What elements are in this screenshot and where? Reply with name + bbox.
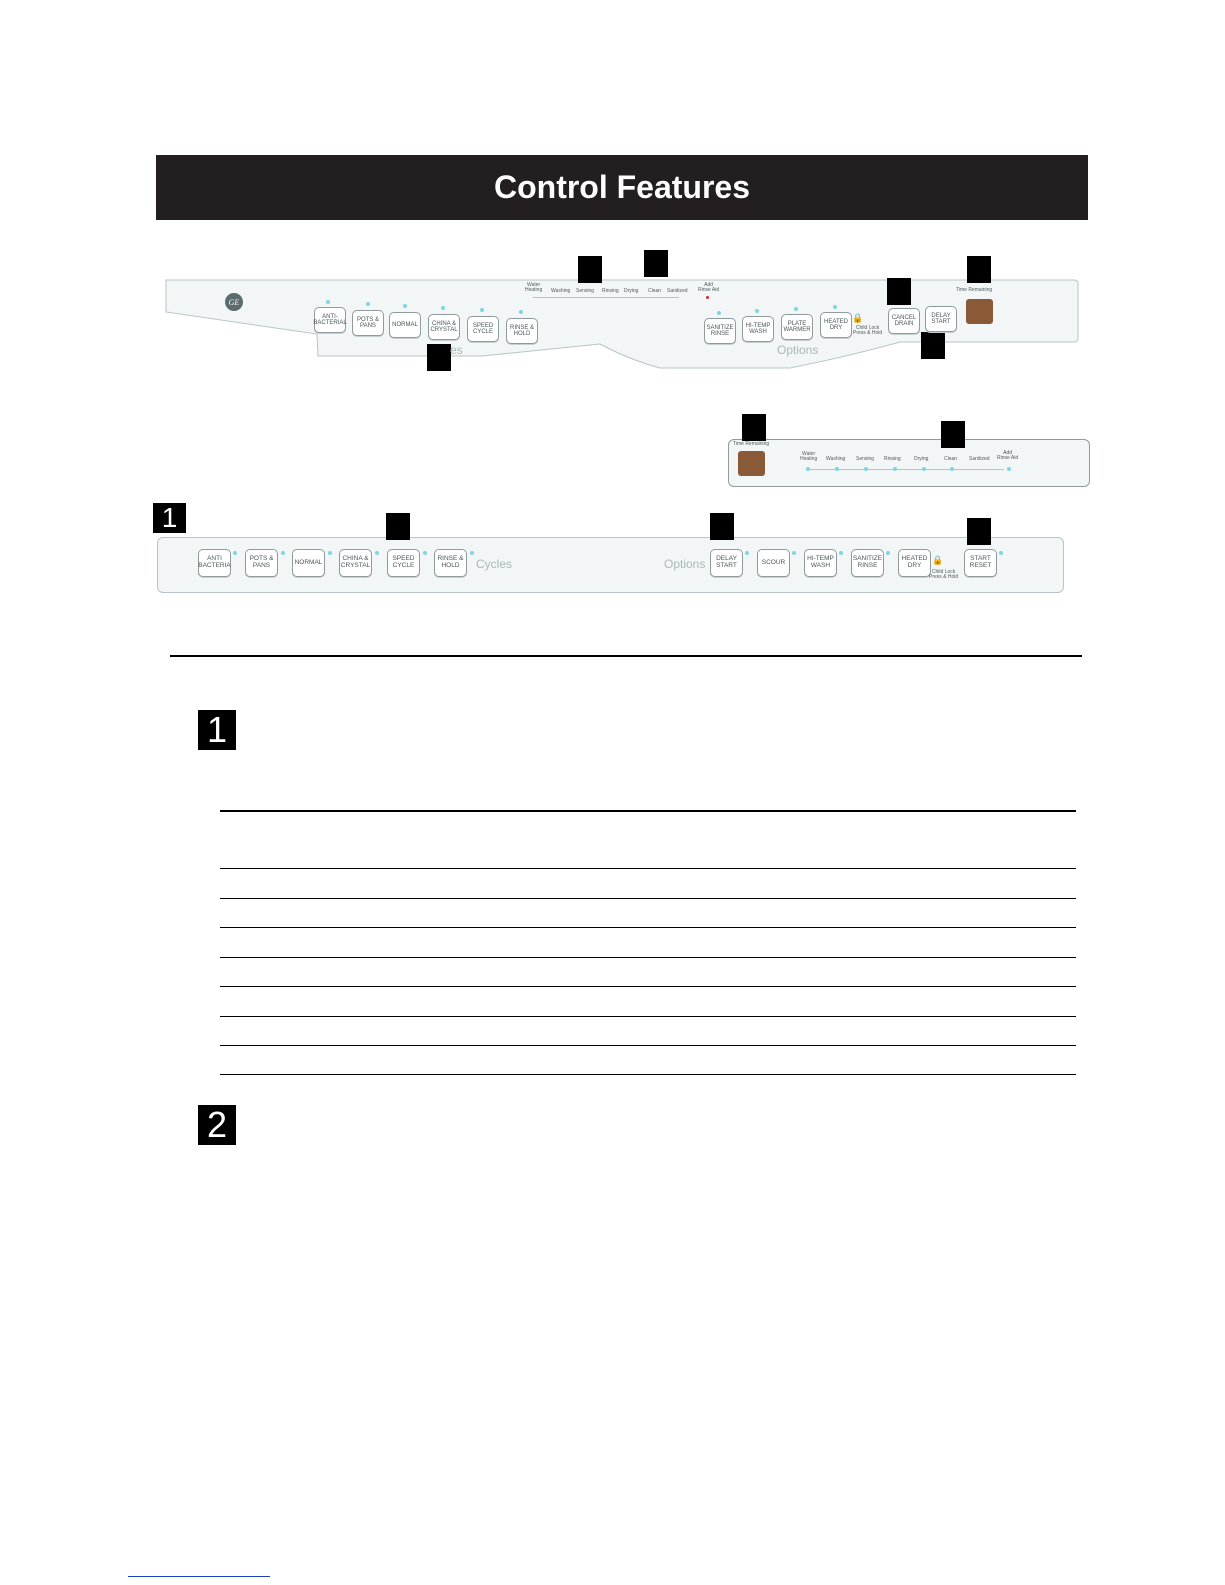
indicator-led-icon	[839, 551, 843, 555]
indicator-led-icon	[375, 551, 379, 555]
scour-button[interactable]: SCOUR	[757, 549, 790, 577]
status-label-drying: Drying	[624, 288, 639, 294]
indicator-led-icon	[833, 305, 837, 309]
status-led-icon	[806, 467, 810, 471]
callout-marker	[386, 513, 410, 540]
ge-logo-icon: GE	[225, 293, 243, 311]
time-remaining-label: Time Remaining	[733, 441, 770, 447]
start-reset-button[interactable]: START RESET	[964, 549, 997, 577]
callout-marker	[644, 250, 668, 277]
cancel-drain-button[interactable]: CANCEL DRAIN	[888, 308, 920, 334]
options-label: Options	[777, 343, 819, 357]
table-rule	[220, 1016, 1076, 1017]
indicator-led-icon	[886, 551, 890, 555]
normal-button[interactable]: NORMAL	[389, 312, 421, 338]
sanitize-rinse-button[interactable]: SANITIZE RINSE	[704, 318, 736, 344]
pots-pans-button[interactable]: POTS & PANS	[352, 310, 384, 336]
status-label-sensing: Sensing	[576, 288, 595, 294]
rinse-hold-button[interactable]: RINSE & HOLD	[506, 318, 538, 344]
indicator-led-icon	[794, 307, 798, 311]
callout-marker	[967, 518, 991, 545]
indicator-led-icon	[470, 551, 474, 555]
delay-start-button[interactable]: DELAY START	[710, 549, 743, 577]
indicator-led-icon	[792, 551, 796, 555]
child-lock-label: Child Lock Press & Hold	[853, 325, 883, 337]
callout-marker	[967, 256, 991, 283]
indicator-led-icon	[441, 306, 445, 310]
indicator-led-icon	[328, 551, 332, 555]
indicator-led-icon	[326, 300, 330, 304]
cycles-label: Cycles	[476, 557, 513, 571]
callout-marker	[941, 421, 965, 448]
indicator-led-icon	[480, 308, 484, 312]
time-remaining-display	[966, 299, 993, 324]
callout-marker	[578, 256, 602, 283]
lock-icon: 🔒	[932, 555, 944, 565]
status-label-drying: Drying	[914, 456, 929, 462]
panel-number-marker: 1	[153, 503, 186, 533]
child-lock-label: Child Lock Press & Hold	[929, 569, 959, 581]
indicator-led-icon	[519, 310, 523, 314]
status-label-washing: Washing	[551, 288, 571, 294]
hi-temp-wash-button[interactable]: HI-TEMP WASH	[804, 549, 837, 577]
table-rule	[220, 986, 1076, 987]
indicator-led-icon	[403, 304, 407, 308]
table-rule	[220, 1045, 1076, 1046]
status-label-sanitized: Sanitized	[667, 288, 688, 294]
rinse-aid-led-icon	[706, 296, 709, 299]
status-led-icon	[893, 467, 897, 471]
status-label-washing: Washing	[826, 456, 846, 462]
sanitize-rinse-button[interactable]: SANITIZE RINSE	[851, 549, 884, 577]
table-rule	[220, 898, 1076, 899]
time-remaining-label: Time Remaining	[956, 287, 993, 293]
status-label-add-rinse-aid: Add Rinse Aid	[997, 450, 1019, 462]
indicator-led-icon	[745, 551, 749, 555]
hi-temp-wash-button[interactable]: HI-TEMP WASH	[742, 316, 774, 342]
section-number-1: 1	[198, 710, 236, 750]
options-label: Options	[664, 557, 706, 571]
status-led-icon	[835, 467, 839, 471]
status-label-clean: Clean	[648, 288, 662, 294]
status-label-water-heating: Water Heating	[800, 451, 818, 463]
status-led-icon	[864, 467, 868, 471]
speed-cycle-button[interactable]: SPEED CYCLE	[387, 549, 420, 577]
indicator-led-icon	[999, 551, 1003, 555]
table-rule	[220, 927, 1076, 928]
status-label-sanitized: Sanitized	[969, 456, 990, 462]
section-divider	[170, 655, 1082, 657]
section-number-2: 2	[198, 1105, 236, 1145]
time-remaining-display	[738, 451, 765, 476]
plate-warmer-button[interactable]: PLATE WARMER	[781, 314, 813, 340]
table-rule	[220, 957, 1076, 958]
status-label-add-rinse-aid: Add Rinse Aid	[698, 282, 720, 294]
table-rule	[220, 1074, 1076, 1075]
indicator-led-icon	[366, 302, 370, 306]
normal-button[interactable]: NORMAL	[292, 549, 325, 577]
speed-cycle-button[interactable]: SPEED CYCLE	[467, 316, 499, 342]
status-label-clean: Clean	[944, 456, 958, 462]
callout-marker	[921, 332, 945, 359]
callout-marker	[427, 344, 451, 371]
heated-dry-button[interactable]: HEATED DRY	[820, 312, 852, 338]
footer-link[interactable]	[128, 1576, 270, 1577]
indicator-led-icon	[233, 551, 237, 555]
status-label-sensing: Sensing	[856, 456, 875, 462]
lock-icon: 🔒	[852, 313, 864, 323]
middle-status-panel	[728, 439, 1090, 487]
china-crystal-button[interactable]: CHINA & CRYSTAL	[339, 549, 372, 577]
status-label-rinsing: Rinsing	[884, 456, 901, 462]
callout-marker	[710, 513, 734, 540]
status-led-icon	[1007, 467, 1011, 471]
status-led-icon	[922, 467, 926, 471]
indicator-led-icon	[281, 551, 285, 555]
cycles-label-partial: es	[450, 343, 463, 357]
status-label-rinsing: Rinsing	[602, 288, 619, 294]
page-title: Control Features	[156, 155, 1088, 220]
table-rule	[220, 868, 1076, 869]
anti-bacteria-button[interactable]: ANTI BACTERIA	[198, 549, 231, 577]
delay-start-button[interactable]: DELAY START	[925, 306, 957, 332]
heated-dry-button[interactable]: HEATED DRY	[898, 549, 931, 577]
rinse-hold-button[interactable]: RINSE & HOLD	[434, 549, 467, 577]
status-label-water-heating: Water Heating	[525, 282, 543, 294]
indicator-led-icon	[423, 551, 427, 555]
callout-marker	[887, 278, 911, 305]
indicator-led-icon	[755, 309, 759, 313]
callout-marker	[742, 414, 766, 441]
pots-pans-button[interactable]: POTS & PANS	[245, 549, 278, 577]
status-indicator-line	[533, 297, 679, 298]
status-led-icon	[950, 467, 954, 471]
china-crystal-button[interactable]: CHINA & CRYSTAL	[428, 314, 460, 340]
table-rule	[220, 810, 1076, 812]
anti-bacterial-button[interactable]: ANTI- BACTERIAL	[314, 307, 346, 333]
indicator-led-icon	[717, 311, 721, 315]
